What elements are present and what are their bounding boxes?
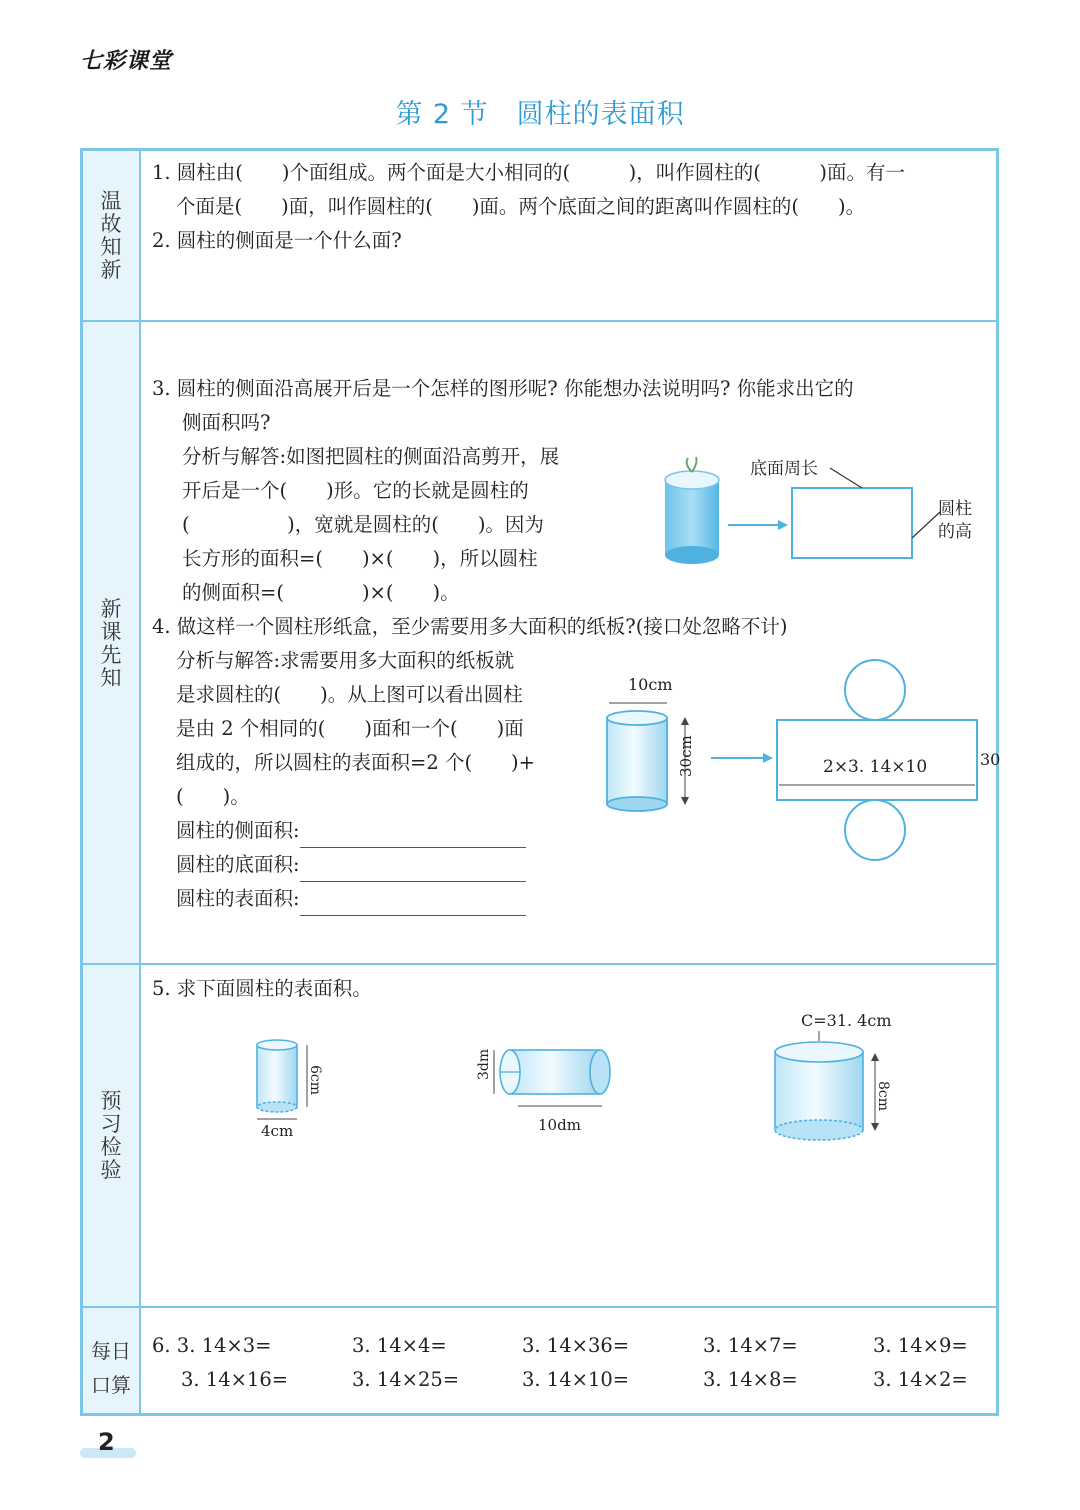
- calc-item: 3. 14×2=: [873, 1368, 968, 1391]
- base-area-line: [176, 848, 526, 882]
- label-length: 10dm: [538, 1116, 581, 1134]
- label-height: 6cm: [307, 1065, 323, 1096]
- page-title: 第 2 节 圆柱的表面积: [395, 99, 685, 130]
- section-label-column: [83, 151, 141, 1413]
- calc-item: 3. 14×36=: [522, 1334, 630, 1357]
- question-3-answer-5: 的侧面积=( )×( )。: [182, 581, 460, 604]
- section-label-review: 温 故 知 新: [100, 189, 122, 282]
- question-3-answer-2: 开后是一个( )形。它的长就是圆柱的: [182, 479, 529, 502]
- section-label-daily-calc: 每日 口算: [91, 1339, 131, 1397]
- section-divider: [80, 963, 999, 965]
- unrolled-cylinder-figure: [650, 450, 990, 580]
- surface-area-blank[interactable]: [300, 895, 526, 916]
- label-rectangle-width: 30: [980, 750, 1001, 769]
- page-number: 2: [98, 1428, 115, 1456]
- label-height: 8cm: [875, 1081, 891, 1112]
- section-divider: [80, 320, 999, 322]
- label-base-circumference: 底面周长: [750, 459, 818, 479]
- label-diameter: 4cm: [261, 1122, 294, 1140]
- cylinder-with-sprout-icon: [665, 457, 719, 564]
- section-label-preview: 新 课 先 知: [100, 597, 122, 690]
- top-base-circle: [845, 660, 905, 720]
- cylinder-figure-2: [468, 1042, 628, 1137]
- side-area-blank[interactable]: [300, 827, 526, 848]
- side-area-label: 圆柱的侧面积:: [176, 819, 300, 842]
- calc-item: 3. 14×9=: [873, 1334, 968, 1357]
- question-5: 5. 求下面圆柱的表面积。: [152, 977, 372, 1000]
- calc-item: 3. 14×4=: [352, 1334, 447, 1357]
- section-divider: [80, 1306, 999, 1308]
- question-3-answer-3: ( )，宽就是圆柱的( )。因为: [182, 513, 544, 536]
- surface-area-line: [176, 882, 526, 916]
- calc-item: 3. 14×25=: [352, 1368, 460, 1391]
- question-4-answer-5: ( )。: [176, 785, 250, 808]
- calc-item: 3. 14×8=: [703, 1368, 798, 1391]
- question-4-line-1: 4. 做这样一个圆柱形纸盒，至少需要用多大面积的纸板?(接口处忽略不计): [152, 615, 788, 638]
- paper-box-net-figure: [595, 655, 1005, 870]
- calc-item: 6. 3. 14×3=: [152, 1334, 272, 1357]
- question-4-answer-4: 组成的，所以圆柱的表面积=2 个( )+: [176, 751, 535, 774]
- cylinder-icon: [607, 711, 667, 811]
- question-4-answer-2: 是求圆柱的( )。从上图可以看出圆柱: [176, 683, 523, 706]
- base-area-blank[interactable]: [300, 861, 526, 882]
- label-diameter: 3dm: [476, 1048, 492, 1080]
- question-1-line-1: 1. 圆柱由( )个面组成。两个面是大小相同的( )，叫作圆柱的( )面。有一: [152, 161, 905, 184]
- bottom-base-circle: [845, 800, 905, 860]
- cylinder-figure-1: [245, 1035, 335, 1145]
- unrolled-rectangle: [792, 488, 912, 558]
- question-1-line-2: 个面是( )面，叫作圆柱的( )面。两个底面之间的距离叫作圆柱的( )。: [176, 195, 866, 218]
- side-area-line: [176, 814, 526, 848]
- calc-item: 3. 14×10=: [522, 1368, 630, 1391]
- label-cylinder-height-1: 圆柱: [938, 499, 972, 519]
- question-3-answer-4: 长方形的面积=( )×( )，所以圆柱: [182, 547, 538, 570]
- calc-item: 3. 14×7=: [703, 1334, 798, 1357]
- label-diameter: 10cm: [628, 675, 673, 694]
- label-cylinder-height-2: 的高: [938, 522, 972, 542]
- question-4-answer-1: 分析与解答:求需要用多大面积的纸板就: [176, 649, 515, 672]
- cylinder-figure-3: [765, 1005, 895, 1150]
- question-2: 2. 圆柱的侧面是一个什么面?: [152, 229, 402, 252]
- base-area-label: 圆柱的底面积:: [176, 853, 300, 876]
- question-3-line-2: 侧面积吗?: [182, 411, 271, 434]
- surface-area-label: 圆柱的表面积:: [176, 887, 300, 910]
- section-label-check: 预 习 检 验: [100, 1089, 122, 1182]
- label-circumference: C=31. 4cm: [801, 1011, 892, 1030]
- label-height: 30cm: [677, 735, 695, 777]
- question-4-answer-3: 是由 2 个相同的( )面和一个( )面: [176, 717, 524, 740]
- question-3-answer-1: 分析与解答:如图把圆柱的侧面沿高剪开，展: [182, 445, 560, 468]
- brand-logo: 七彩课堂: [80, 49, 173, 74]
- label-rectangle-length: 2×3. 14×10: [823, 757, 928, 777]
- calc-item: 3. 14×16=: [181, 1368, 289, 1391]
- question-3-line-1: 3. 圆柱的侧面沿高展开后是一个怎样的图形呢? 你能想办法说明吗? 你能求出它的: [152, 377, 854, 400]
